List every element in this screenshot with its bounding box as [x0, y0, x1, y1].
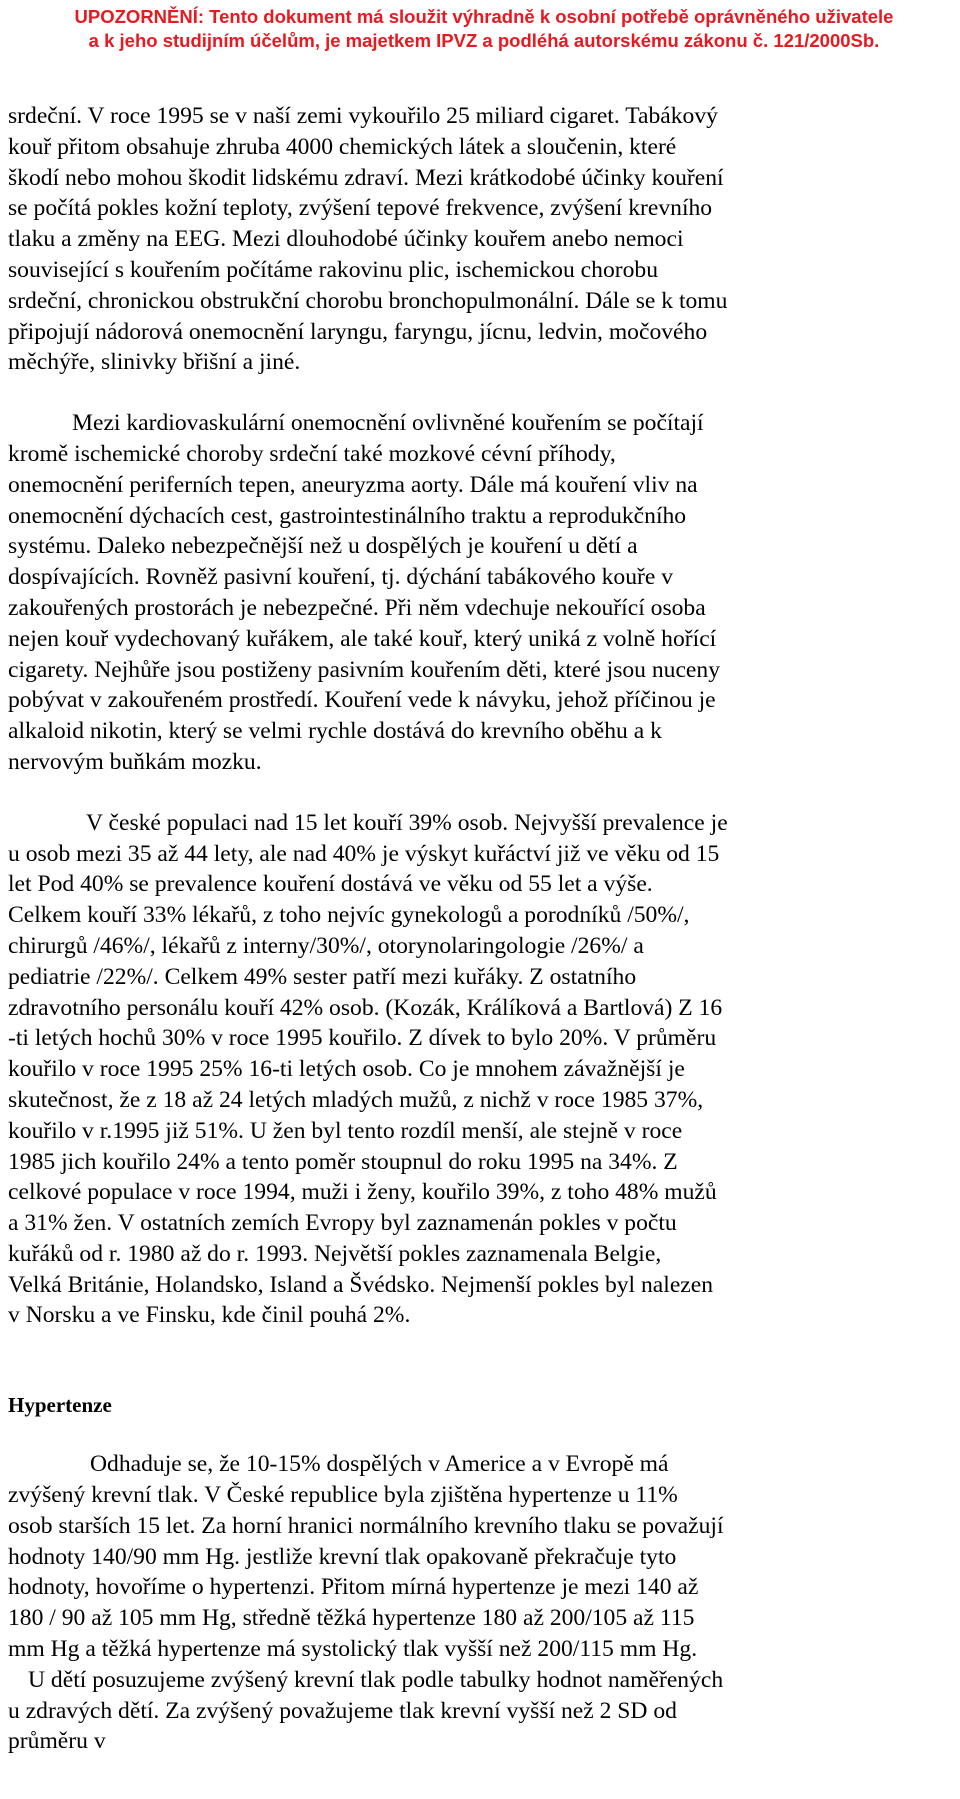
text-line: pediatrie /22%/. Celkem 49% sester patří mezi kuřáky. Z ostatního — [8, 963, 637, 990]
text-line: kouřilo v roce 1995 25% 16-ti letých osob. Co je mnohem závažnější je — [8, 1056, 685, 1083]
text-line: V české populaci nad 15 let kouří 39% osob. Nejvyšší prevalence je — [86, 809, 728, 836]
text-line: chirurgů /46%/, lékařů z interny/30%/, otorynolaringologie /26%/ a — [8, 932, 644, 959]
paragraph-hypertension — [8, 1449, 948, 1757]
text-line: dospívajících. Rovněž pasivní kouření, tj. dýchání tabákového kouře v — [8, 564, 674, 591]
text-line: Velká Británie, Holandsko, Island a Švédsko. Nejmenší pokles byl nalezen — [8, 1271, 714, 1298]
text-line: v Norsku a ve Finsku, kde činil pouhá 2%. — [8, 1302, 411, 1329]
paragraph-cardiovascular — [8, 408, 948, 778]
text-line: kromě ischemické choroby srdeční také mozkové cévní příhody, — [8, 440, 616, 467]
text-line: škodí nebo mohou škodit lidskému zdraví. Mezi krátkodobé účinky kouření — [8, 164, 724, 191]
text-line: systému. Daleko nebezpečnější než u dospělých je kouření u dětí a — [8, 533, 638, 560]
document-body — [8, 101, 948, 1757]
text-line: osob starších 15 let. Za horní hranici normálního krevního tlaku se považují — [8, 1512, 724, 1539]
text-line: průměru v — [8, 1728, 106, 1755]
text-line: alkaloid nikotin, který se velmi rychle dostává do krevního oběhu a k — [8, 718, 662, 745]
text-line: srdeční, chronickou obstrukční chorobu bronchopulmonální. Dále se k tomu — [8, 287, 728, 314]
text-line: kouř přitom obsahuje zhruba 4000 chemických látek a sloučenin, které — [8, 133, 677, 160]
copyright-warning — [8, 0, 960, 53]
text-line: let Pod 40% se prevalence kouření dostává ve věku od 55 let a výše. — [8, 871, 653, 898]
text-line: srdeční. V roce 1995 se v naší zemi vykouřilo 25 miliard cigaret. Tabákový — [8, 103, 718, 129]
section-heading-hypertension: Hypertenze — [8, 1393, 112, 1418]
text-line: U dětí posuzujeme zvýšený krevní tlak podle tabulky hodnot naměřených — [28, 1666, 724, 1693]
text-line: zakouřených prostorách je nebezpečné. Při něm vdechuje nekouřící osoba — [8, 594, 706, 621]
text-line: Celkem kouří 33% lékařů, z toho nejvíc gynekologů a porodníků /50%/, — [8, 902, 690, 929]
text-line: kouřilo v r.1995 již 51%. U žen byl tento rozdíl menší, ale stejně v roce — [8, 1117, 683, 1144]
text-line: mm Hg a těžká hypertenze má systolický tlak vyšší než 200/115 mm Hg. — [8, 1636, 698, 1663]
text-line: 1985 jich kouřilo 24% a tento poměr stoupnul do roku 1995 na 34%. Z — [8, 1148, 678, 1175]
text-line: připojují nádorová onemocnění laryngu, faryngu, jícnu, ledvin, močového — [8, 318, 708, 345]
text-line: Odhaduje se, že 10-15% dospělých v Americe a v Evropě má — [90, 1451, 669, 1478]
text-line: zdravotního personálu kouří 42% osob. (Kozák, Králíková a Bartlová) Z 16 — [8, 994, 723, 1021]
text-line: Mezi kardiovaskulární onemocnění ovlivněné kouřením se počítají — [72, 410, 704, 437]
text-line: u zdravých dětí. Za zvýšený považujeme tlak krevní vyšší než 2 SD od — [8, 1697, 677, 1724]
paragraph-smoking-effects — [8, 101, 948, 378]
text-line: onemocnění dýchacích cest, gastrointestinálního traktu a reprodukčního — [8, 502, 687, 529]
text-line: -ti letých hochů 30% v roce 1995 kouřilo. Z dívek to bylo 20%. V průměru — [8, 1025, 717, 1052]
text-line: nervovým buňkám mozku. — [8, 748, 262, 775]
text-line: měchýře, slinivky břišní a jiné. — [8, 349, 301, 376]
paragraph-prevalence — [8, 808, 948, 1332]
text-line: kuřáků od r. 1980 až do r. 1993. Největší pokles zaznamenala Belgie, — [8, 1240, 662, 1267]
text-line: hodnoty 140/90 mm Hg. jestliže krevní tlak opakovaně překračuje tyto — [8, 1543, 677, 1570]
text-line: pobývat v zakouřeném prostředí. Kouření vede k návyku, jehož příčinou je — [8, 687, 716, 714]
text-line: hodnoty, hovoříme o hypertenzi. Přitom mírná hypertenze je mezi 140 až — [8, 1574, 699, 1601]
warning-line-2: a k jeho studijním účelům, je majetkem IPVZ a podléhá autorskému zákonu č. 121/2000Sb. — [88, 30, 880, 51]
text-line: 180 / 90 až 105 mm Hg, středně těžká hypertenze 180 až 200/105 až 115 — [8, 1605, 695, 1632]
text-line: tlaku a změny na EEG. Mezi dlouhodobé účinky kouřem anebo nemoci — [8, 226, 684, 253]
text-line: celkové populace v roce 1994, muži i ženy, kouřilo 39%, z toho 48% mužů — [8, 1179, 717, 1206]
warning-line-1: UPOZORNĚNÍ: Tento dokument má sloužit výhradně k osobní potřebě oprávněného uživatele — [74, 6, 894, 27]
text-line: cigarety. Nejhůře jsou postiženy pasivním kouřením děti, které jsou nuceny — [8, 656, 720, 683]
text-line: a 31% žen. V ostatních zemích Evropy byl zaznamenán pokles v počtu — [8, 1210, 677, 1237]
text-line: související s kouřením počítáme rakovinu plic, ischemickou chorobu — [8, 256, 658, 283]
text-line: se počítá pokles kožní teploty, zvýšení tepové frekvence, zvýšení krevního — [8, 195, 713, 222]
text-line: onemocnění periferních tepen, aneuryzma aorty. Dále má kouření vliv na — [8, 471, 698, 498]
text-line: zvýšený krevní tlak. V České republice byla zjištěna hypertenze u 11% — [8, 1482, 678, 1509]
text-line: nejen kouř vydechovaný kuřákem, ale také kouř, který uniká z volně hořící — [8, 625, 717, 652]
text-line: u osob mezi 35 až 44 lety, ale nad 40% je výskyt kuřáctví již ve věku od 15 — [8, 840, 720, 867]
text-line: skutečnost, že z 18 až 24 letých mladých mužů, z nichž v roce 1985 37%, — [8, 1086, 704, 1113]
